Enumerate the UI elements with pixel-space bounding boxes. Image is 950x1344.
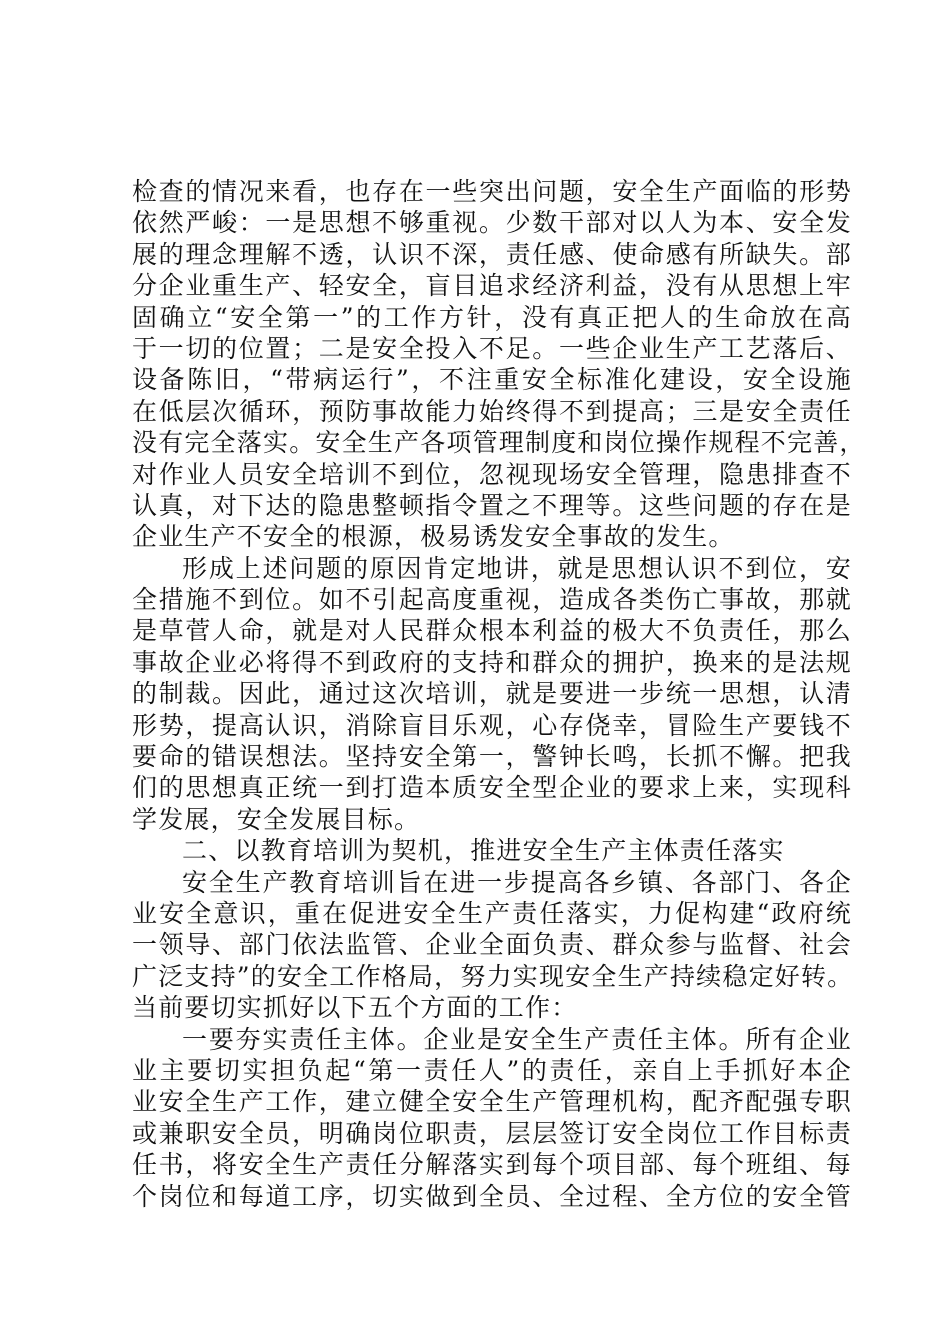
- text-line: 全措施不到位。如不引起高度重视，造成各类伤亡事故，那就: [132, 585, 852, 615]
- text-line: 任书，将安全生产责任分解落实到每个项目部、每个班组、每: [132, 1150, 852, 1180]
- section-heading: 二、以教育培训为契机，推进安全生产主体责任落实: [182, 836, 785, 866]
- text-line: 企业生产不安全的根源，极易诱发安全事故的发生。: [132, 522, 735, 552]
- text-line: 的制裁。因此，通过这次培训，就是要进一步统一思想，认清: [132, 679, 852, 709]
- text-line: 设备陈旧，“带病运行”，不注重安全标准化建设，安全设施: [132, 365, 852, 395]
- text-line: 当前要切实抓好以下五个方面的工作：: [132, 993, 578, 1023]
- text-line: 认真，对下达的隐患整顿指令置之不理等。这些问题的存在是: [132, 490, 852, 520]
- text-line: 于一切的位置；二是安全投入不足。一些企业生产工艺落后、: [132, 333, 852, 363]
- text-line: 一领导、部门依法监管、企业全面负责、群众参与监督、社会: [132, 930, 852, 960]
- text-line: 是草菅人命，就是对人民群众根本利益的极大不负责任，那么: [132, 616, 852, 646]
- text-line: 业主要切实担负起“第一责任人”的责任，亲自上手抓好本企: [132, 1055, 852, 1085]
- text-line: 安全生产教育培训旨在进一步提高各乡镇、各部门、各企: [182, 867, 852, 897]
- text-line: 形成上述问题的原因肯定地讲，就是思想认识不到位，安: [182, 553, 852, 583]
- text-line: 展的理念理解不透，认识不深，责任感、使命感有所缺失。部: [132, 239, 852, 269]
- body-text: [132, 176, 866, 1212]
- text-line: 形势，提高认识，消除盲目乐观，心存侥幸，冒险生产要钱不: [132, 710, 852, 740]
- text-line: 业安全生产工作，建立健全安全生产管理机构，配齐配强专职: [132, 1087, 852, 1117]
- text-line: 或兼职安全员，明确岗位职责，层层签订安全岗位工作目标责: [132, 1118, 852, 1148]
- text-line: 业安全意识，重在促进安全生产责任落实，力促构建“政府统: [132, 898, 852, 928]
- text-line: 事故企业必将得不到政府的支持和群众的拥护，换来的是法规: [132, 647, 852, 677]
- text-line: 固确立“安全第一”的工作方针，没有真正把人的生命放在高: [132, 302, 852, 332]
- text-line: 广泛支持”的安全工作格局，努力实现安全生产持续稳定好转。: [132, 961, 854, 991]
- text-line: 们的思想真正统一到打造本质安全型企业的要求上来，实现科: [132, 773, 852, 803]
- text-line: 检查的情况来看，也存在一些突出问题，安全生产面临的形势: [132, 177, 852, 206]
- text-line: 没有完全落实。安全生产各项管理制度和岗位操作规程不完善，: [132, 428, 866, 458]
- text-line: 个岗位和每道工序，切实做到全员、全过程、全方位的安全管: [132, 1181, 852, 1211]
- text-line: 一要夯实责任主体。企业是安全生产责任主体。所有企业: [182, 1024, 852, 1054]
- text-line: 在低层次循环，预防事故能力始终得不到提高；三是安全责任: [132, 396, 852, 426]
- text-line: 对作业人员安全培训不到位，忽视现场安全管理，隐患排查不: [132, 459, 852, 489]
- text-line: 要命的错误想法。坚持安全第一，警钟长鸣，长抓不懈。把我: [132, 742, 852, 772]
- text-line: 分企业重生产、轻安全，盲目追求经济利益，没有从思想上牢: [132, 271, 852, 301]
- text-line: 依然严峻：一是思想不够重视。少数干部对以人为本、安全发: [132, 208, 852, 238]
- text-line: 学发展，安全发展目标。: [132, 804, 421, 834]
